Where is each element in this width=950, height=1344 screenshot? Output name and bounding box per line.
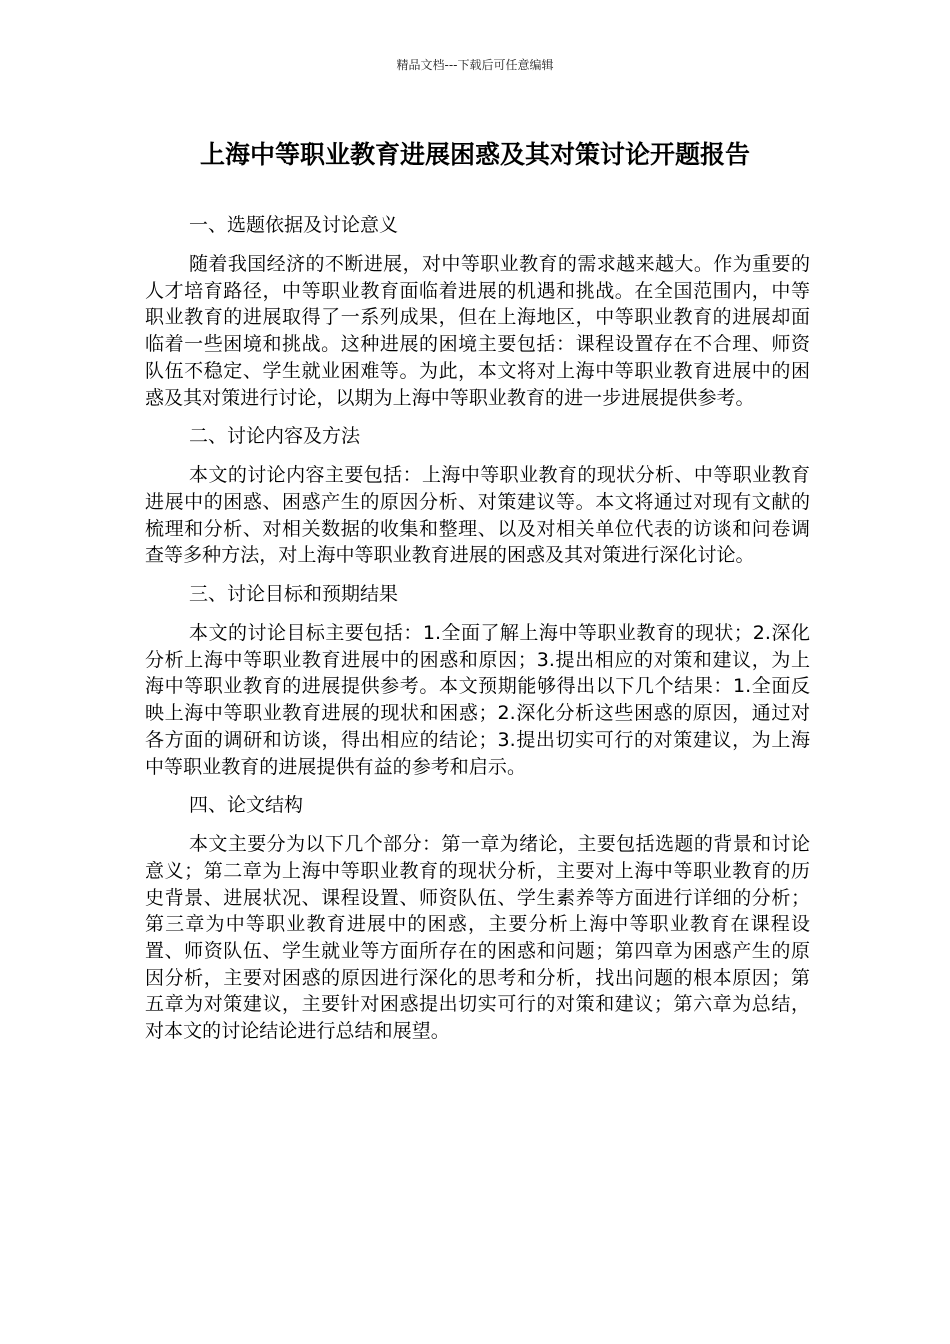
section-paragraph-1: 随着我国经济的不断进展，对中等职业教育的需求越来越大。作为重要的人才培育路径，中等职业教育面临着进展的机遇和挑战。在全国范围内，中等职业教育的进展取得了一系列成果，但在上海地区，中等职业教育的进展却面临着一些困境和挑战。这种进展的困境主要包括：课程设置存在不合理、师资队伍不稳定、学生就业困难等。为此，本文将对上海中等职业教育进展中的困惑及其对策进行讨论，以期为上海中等职业教育的进一步进展提供参考。 xyxy=(145,253,810,409)
section-paragraph-3: 本文的讨论目标主要包括：1.全面了解上海中等职业教育的现状；2.深化分析上海中等职业教育进展中的困惑和原因；3.提出相应的对策和建议，为上海中等职业教育的进展提供参考。本文预期能够得出以下几个结果：1.全面反映上海中等职业教育进展的现状和困惑；2.深化分析这些困惑的原因，通过对各方面的调研和访谈，得出相应的结论；3.提出切实可行的对策建议，为上海中等职业教育的进展提供有益的参考和启示。 xyxy=(145,622,810,778)
document-body xyxy=(145,212,810,1057)
section-heading-1: 一、选题依据及讨论意义 xyxy=(189,214,399,236)
section-heading-2: 二、讨论内容及方法 xyxy=(189,425,361,448)
section-paragraph-4: 本文主要分为以下几个部分：第一章为绪论，主要包括选题的背景和讨论意义；第二章为上海中等职业教育的现状分析，主要对上海中等职业教育的历史背景、进展状况、课程设置、师资队伍、学生素养等方面进行详细的分析；第三章为中等职业教育进展中的困惑，主要分析上海中等职业教育在课程设置、师资队伍、学生就业等方面所存在的困惑和问题；第四章为困惑产生的原因分析，主要对困惑的原因进行深化的思考和分析，找出问题的根本原因；第五章为对策建议，主要针对困惑提出切实可行的对策和建议；第六章为总结，对本文的讨论结论进行总结和展望。 xyxy=(145,833,810,1043)
section-heading-3: 三、讨论目标和预期结果 xyxy=(189,583,399,606)
section-heading-4: 四、论文结构 xyxy=(189,794,304,817)
page-header-note: 精品文档---下载后可任意编辑 xyxy=(396,58,554,72)
document-title: 上海中等职业教育进展困惑及其对策讨论开题报告 xyxy=(199,140,750,169)
section-paragraph-2: 本文的讨论内容主要包括：上海中等职业教育的现状分析、中等职业教育进展中的困惑、困惑产生的原因分析、对策建议等。本文将通过对现有文献的梳理和分析、对相关数据的收集和整理、以及对相关单位代表的访谈和问卷调查等多种方法，对上海中等职业教育进展的困惑及其对策进行深化讨论。 xyxy=(145,464,810,567)
